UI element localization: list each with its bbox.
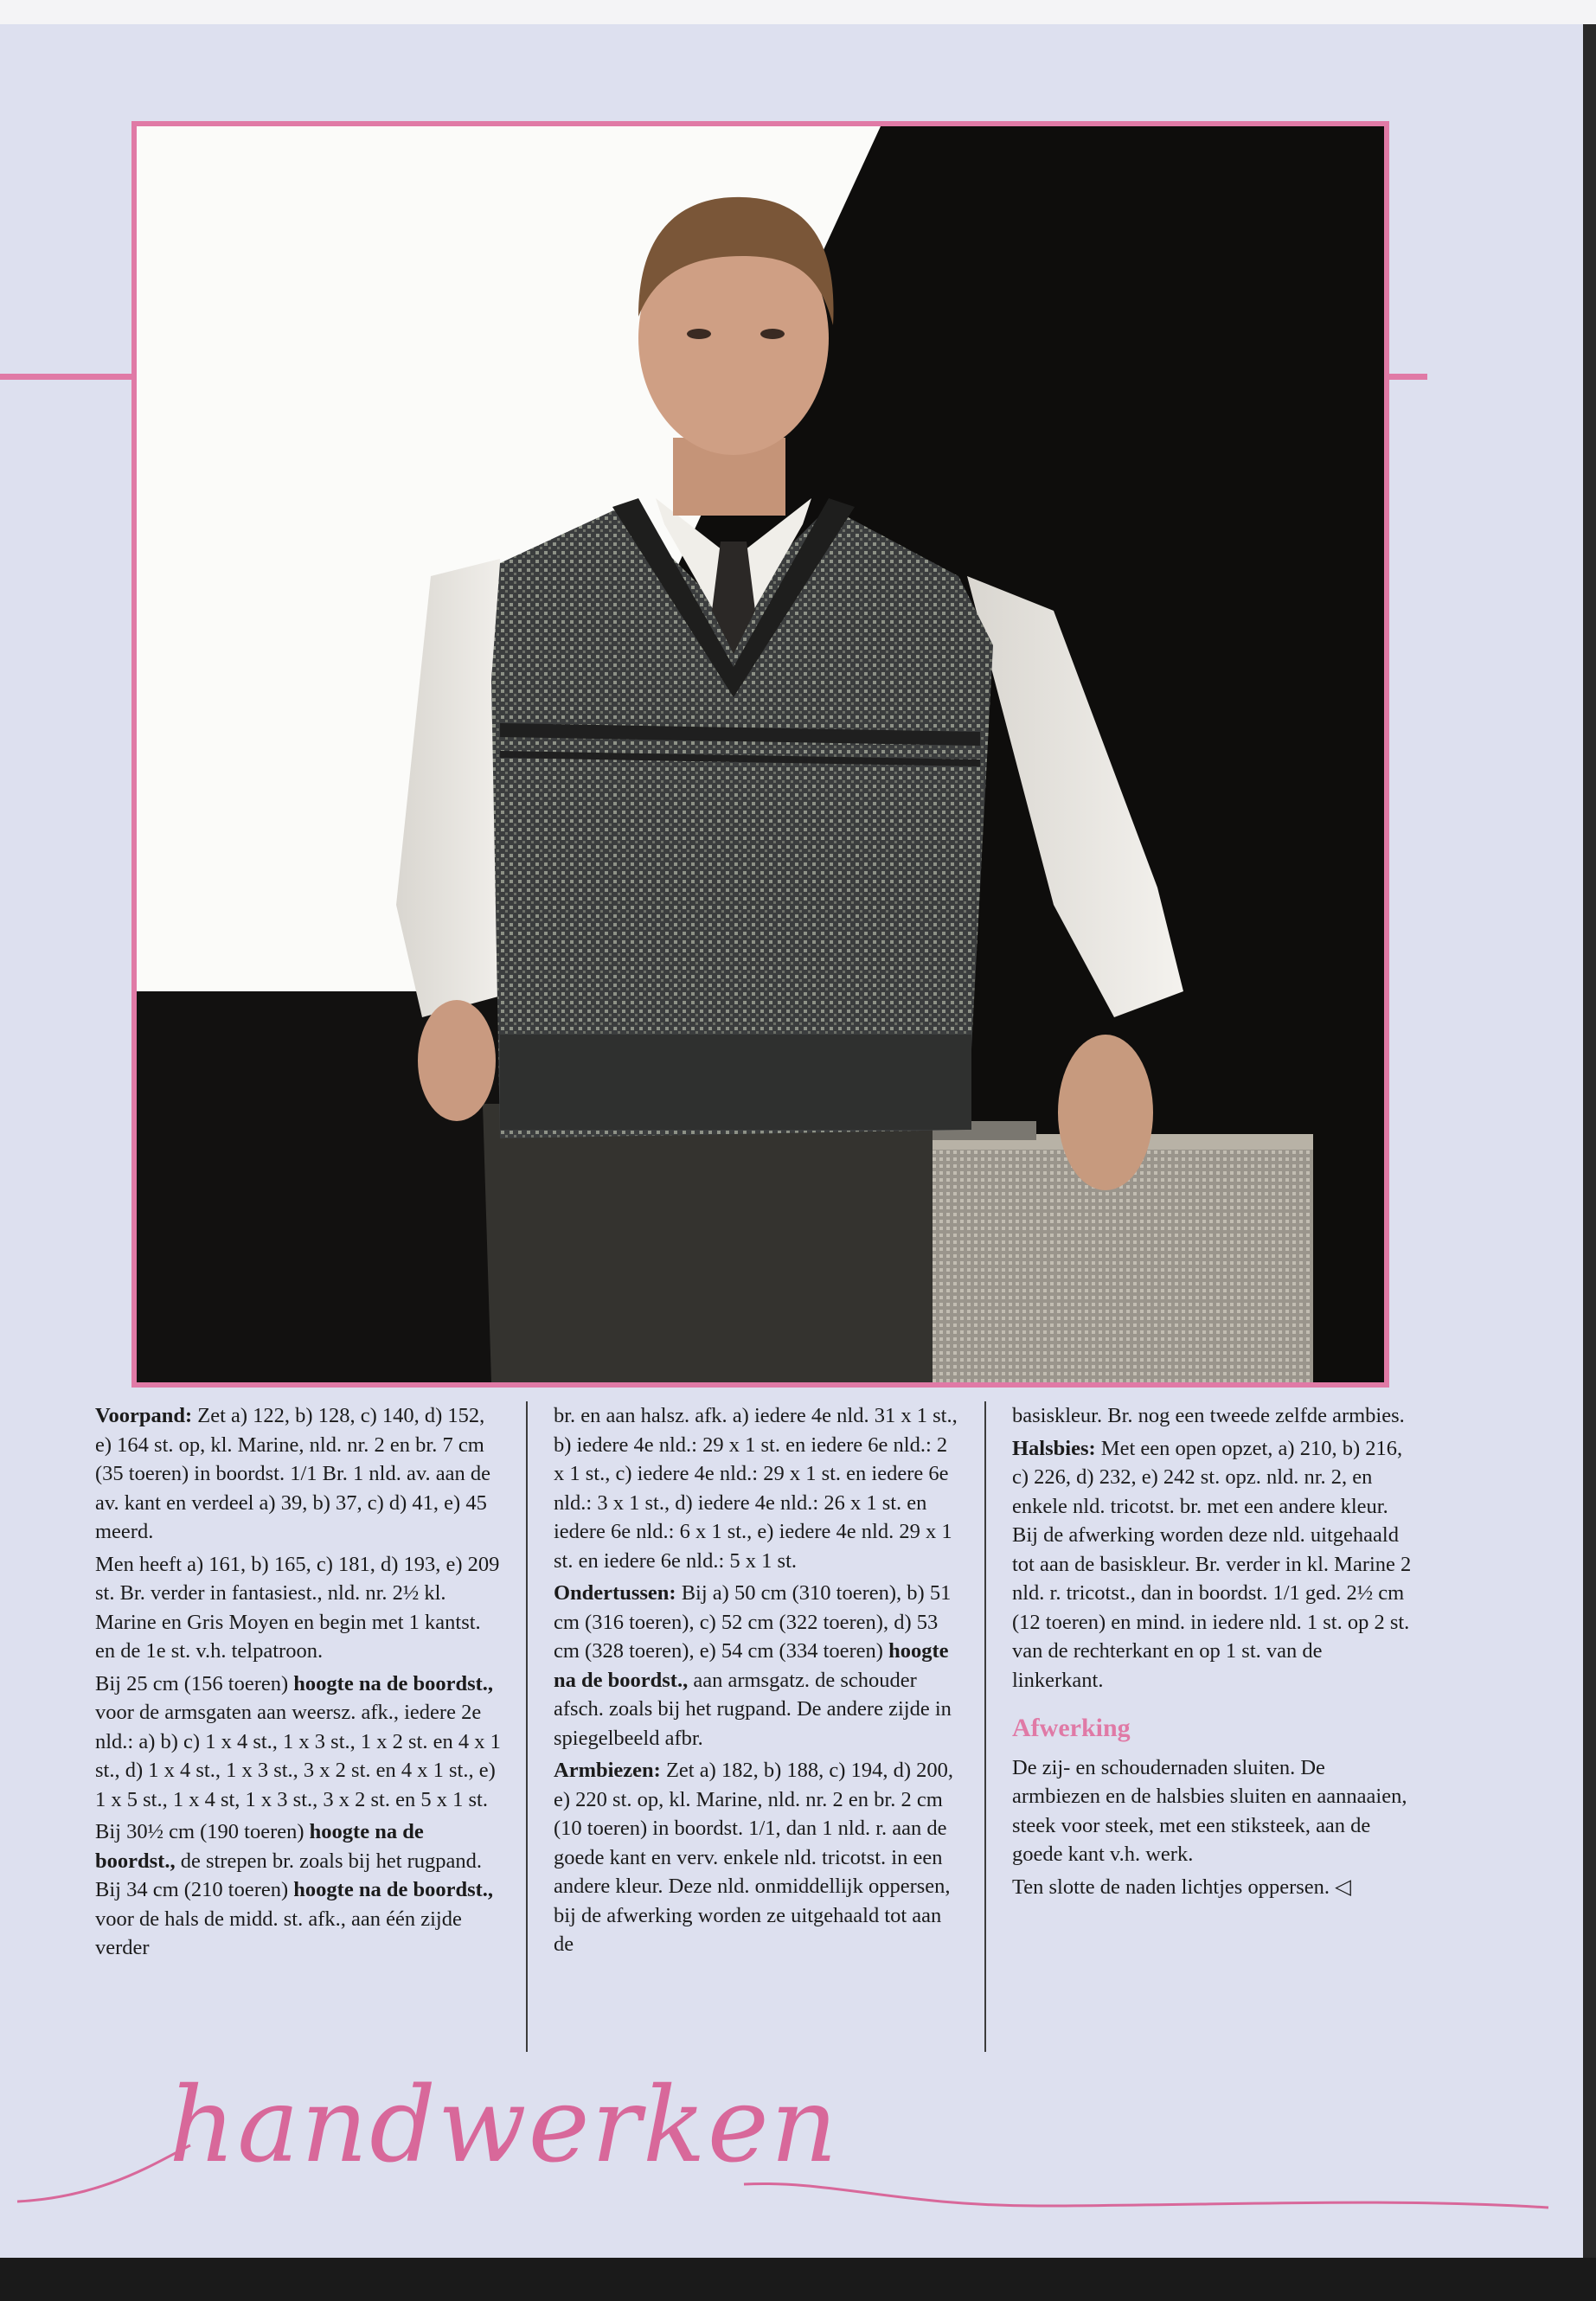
voorpand-paragraph	[95, 1401, 502, 1547]
voorpand-text: Zet a) 122, b) 128, c) 140, d) 152, e) 164 st. op, kl. Marine, nld. nr. 2 en br. 7 cm (35 toeren) in boordst. 1/1 Br. 1 nld. av. aan de av. kant en verdeel a) 39, b) 37, c) d) 41, e) 45 meerd.	[95, 1404, 491, 1543]
text-span: Bij 25 cm (156 toeren)	[95, 1671, 294, 1695]
paragraph	[1012, 1873, 1419, 1902]
column-divider	[984, 1401, 986, 2052]
bold-span: hoogte na de boordst.,	[293, 1878, 494, 1901]
text-span: aan armsgatz. de schouder afsch. zoals bij het rugpand. De andere zijde in spiegelbeeld afbr.	[554, 1668, 952, 1750]
text-column-1	[95, 1401, 502, 1966]
text-span: Met een open opzet, a) 210, b) 216, c) 226, d) 232, e) 242 st. opz. nld. nr. 2, en enkele nld. tricotst. br. met een andere kleur. Bij de afwerking worden deze nld. uitgehaald tot aan de basiskleur. Br. verder in kl. Marine 2 nld. r. tricotst., dan in boordst. 1/1 ged. 2½ cm (12 toeren) en mind. in iedere nld. 1 st. op 2 st. van de rechterkant en op 1 st. van de linkerkant.	[1012, 1436, 1412, 1692]
text-span: Bij a) 50 cm (310 toeren), b) 51 cm (316 toeren), c) 52 cm (322 toeren), d) 53 cm (328 toeren), e) 54 cm (334 toeren)	[554, 1581, 952, 1663]
decorative-line-right	[1389, 374, 1427, 380]
halsbies-paragraph	[1012, 1434, 1419, 1695]
paragraph: Men heeft a) 161, b) 165, c) 181, d) 193, e) 209 st. Br. verder in fantasiest., nld. nr. 2½ kl. Marine en Gris Moyen en begin met 1 kantst. en de 1e st. v.h. telpatroon.	[95, 1552, 500, 1663]
text-span: de strepen br. zoals bij het rugpand. Bij 34 cm (210 toeren)	[95, 1849, 483, 1901]
paragraph: De zij- en schoudernaden sluiten. De armbiezen en de halsbies sluiten en aannaaien, steek voor steek, met een stiksteek, aan de goede kant v.h. werk.	[1012, 1755, 1407, 1866]
text-column-2	[554, 1401, 960, 1963]
armbiezen-heading: Armbiezen:	[554, 1759, 661, 1782]
paragraph	[95, 1817, 502, 1963]
bold-span: hoogte na de boordst.,	[95, 1820, 424, 1873]
text-span: voor de armsgaten aan weersz. afk., iedere 2e nld.: a) b) c) 1 x 4 st., 1 x 3 st., 1 x 2 st. en 4 x 1 st., d) 1 x 4 st., 1 x 3 st., 3 x 2 st. en 4 x 1 st., e) 1 x 5 st., 1 x 4 st, 1 x 3 st., 3 x 2 st. en 5 x 1 st.	[95, 1701, 501, 1811]
ondertussen-paragraph	[554, 1579, 960, 1753]
halsbies-heading: Halsbies:	[1012, 1436, 1096, 1460]
article-text	[95, 1401, 1427, 2059]
armbiezen-paragraph	[554, 1756, 960, 1959]
bold-span: hoogte na de boordst.,	[293, 1671, 494, 1695]
ondertussen-heading: Ondertussen:	[554, 1581, 676, 1605]
bold-span: hoogte na de boordst.,	[554, 1639, 949, 1692]
text-span: Zet a) 182, b) 188, c) 194, d) 200, e) 220 st. op, kl. Marine, nld. nr. 2 en br. 2 cm (10 toeren) in boordst. 1/1, dan 1 nld. r. aan de goede kant en verv. enkele nld. tricotst. in een andere kleur. Deze nld. onmiddellijk oppersen, bij de afwerking worden ze uitgehaald tot aan de	[554, 1759, 953, 1956]
voorpand-heading: Voorpand:	[95, 1404, 193, 1427]
afwerking-heading: Afwerking	[1012, 1714, 1131, 1742]
decorative-line-left	[0, 374, 131, 380]
man-in-knitted-slipover-photo	[137, 126, 1384, 1382]
text-column-3	[1012, 1401, 1419, 1905]
paragraph	[95, 1670, 502, 1815]
column-divider	[526, 1401, 528, 2052]
fashion-photo	[131, 121, 1389, 1388]
text-span: voor de hals de midd. st. afk., aan één zijde verder	[95, 1907, 462, 1959]
end-mark-icon: ◁	[1335, 1875, 1352, 1899]
text-span: Bij 30½ cm (190 toeren)	[95, 1820, 310, 1843]
paragraph: basiskleur. Br. nog een tweede zelfde armbies.	[1012, 1404, 1405, 1427]
page-edge-shadow	[1583, 24, 1596, 2258]
paragraph: br. en aan halsz. afk. a) iedere 4e nld. 31 x 1 st., b) iedere 4e nld.: 29 x 1 st. en iedere 6e nld.: 2 x 1 st., c) iedere 4e nld.: 29 x 1 st. en iedere 6e nld.: 3 x 1 st., d) iedere 4e nld.: 26 x 1 st. en iedere 6e nld.: 6 x 1 st., e) iedere 4e nld. 29 x 1 st. en iedere 6e nld.: 5 x 1 st.	[554, 1404, 958, 1573]
scan-bottom-edge	[0, 2258, 1596, 2301]
text-span: Ten slotte de naden lichtjes oppersen.	[1012, 1875, 1330, 1899]
handwerken-logo: handwerken	[169, 2066, 840, 2186]
